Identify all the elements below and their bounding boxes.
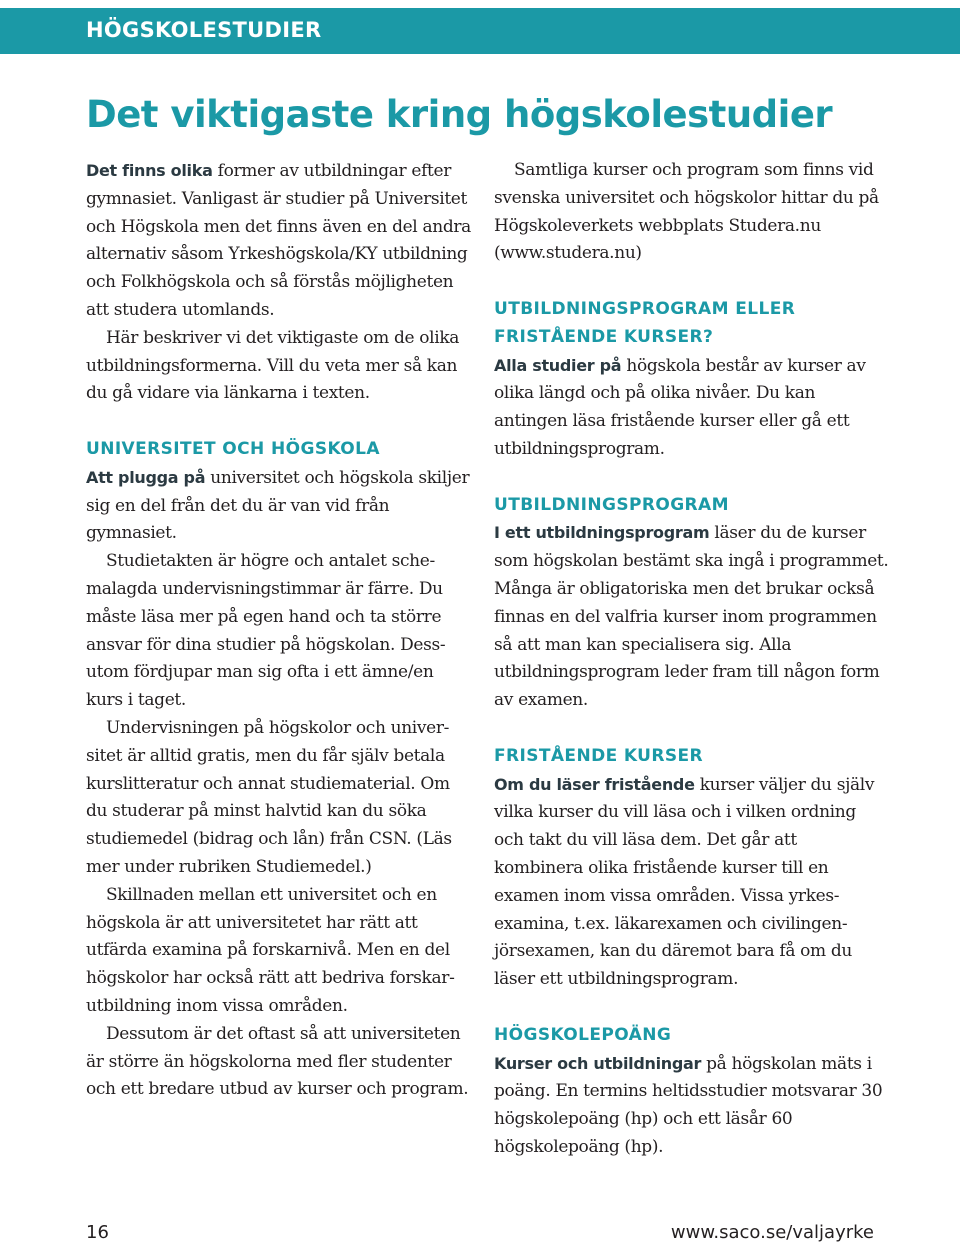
uni-paragraph-4: Skillnaden mellan ett universitet och en högskola är att universitetet har rätt att utfärda examina på forskarnivå. Men en del högskolor har också rätt att bedriva forskarutbildning inom vissa områden. [86,884,455,1016]
points-lead: Kurser och utbildningar [494,1053,702,1073]
choice-paragraph [494,352,889,464]
free-text: kurser väljer du själv vilka kurser du vill läsa och i vilken ordning och takt du vill läsa dem. Det går att kombinera olika fristående kurser till en examen inom vissa områden. Vissa yrkesexamina, t.ex. läkarexamen och civilingenjörsexamen, kan du däremot bara få om du läser ett utbildningsprogram. [494,774,875,990]
footer-url[interactable]: www.saco.se/valjayrke [670,1222,874,1243]
choice-text: högskola består av kurser av olika längd och på olika nivåer. Du kan antingen läsa fristående kurser eller gå ett utbildningsprogram. [494,355,866,459]
page-title: Det viktigaste kring högskolestudier [86,93,833,136]
uni-paragraph-1 [86,464,471,548]
heading-universitet: UNIVERSITET OCH HÖGSKOLA [86,438,380,459]
uni-lead: Att plugga på [86,467,206,487]
program-text: läser du de kurser som högskolan bestämt ska ingå i programmet. Många är obligatoriska men det brukar också finnas en del valfria kurser inom programmen så att man kan specialisera sig. Alla utbildningsprogram leder fram till någon form av examen. [494,523,889,711]
studera-paragraph: Samtliga kurser och program som finns vid svenska universitet och högskolor hittar du på Högskoleverkets webbplats Studera.nu (www.studera.nu) [494,160,879,264]
heading-hogskolepoang: HÖGSKOLEPOÄNG [494,1024,672,1045]
uni-paragraph-3: Undervisningen på högskolor och universitet är alltid gratis, men du får själv betala kurslitteratur och annat studiematerial. Om du studerar på minst halvtid kan du söka studiemedel (bidrag och lån) från CSN. (Läs mer under rubriken Studiemedel.) [86,717,452,877]
free-lead: Om du läser fristående [494,774,695,794]
intro-text: former av utbildningar efter gymnasiet. Vanligast är studier på Universitet och Högskola men det finns även en del andra alternativ såsom Yrkeshögskola/KY utbildning och Folkhögskola och så förstås möjligheten att studera utomlands. [86,161,471,320]
uni-paragraph-5: Dessutom är det oftast så att universiteten är större än högskolorna med fler studenter och ett bredare utbud av kurser och program. [86,1023,469,1100]
points-text: på högskolan mäts i poäng. En termins heltidsstudier motsvarar 30 högskolepoäng (hp) och ett läsår 60 högskolepoäng (hp). [494,1053,883,1157]
choice-lead: Alla studier på [494,355,622,375]
program-lead: I ett utbildningsprogram [494,523,710,543]
heading-program-or-courses: UTBILDNINGSPROGRAM ELLER FRISTÅENDE KURSER? [494,298,796,347]
intro-paragraph-2: Här beskriver vi det viktigaste om de olika utbildningsformerna. Vill du veta mer så kan du gå vidare via länkarna i texten. [86,327,460,404]
section-label: HÖGSKOLESTUDIER [86,18,322,42]
intro-paragraph [86,157,471,325]
right-column [494,157,889,1162]
section-header-bar [0,8,960,54]
program-paragraph [494,519,889,715]
page-number: 16 [86,1222,109,1243]
intro-lead: Det finns olika [86,161,213,180]
free-courses-paragraph [494,771,889,994]
left-column [86,157,471,1104]
uni-paragraph-2: Studietakten är högre och antalet schemalagda undervisningstimmar är färre. Du måste läsa mer på egen hand och ta större ansvar för dina studier på högskolan. Dessutom fördjupar man sig ofta i ett ämne/en kurs i taget. [86,551,446,711]
points-paragraph [494,1050,889,1162]
uni-text: universitet och högskola skiljer sig en del från det du är van vid från gymnasiet. [86,467,470,544]
heading-fristaende-kurser: FRISTÅENDE KURSER [494,745,704,766]
heading-utbildningsprogram: UTBILDNINGSPROGRAM [494,494,729,515]
